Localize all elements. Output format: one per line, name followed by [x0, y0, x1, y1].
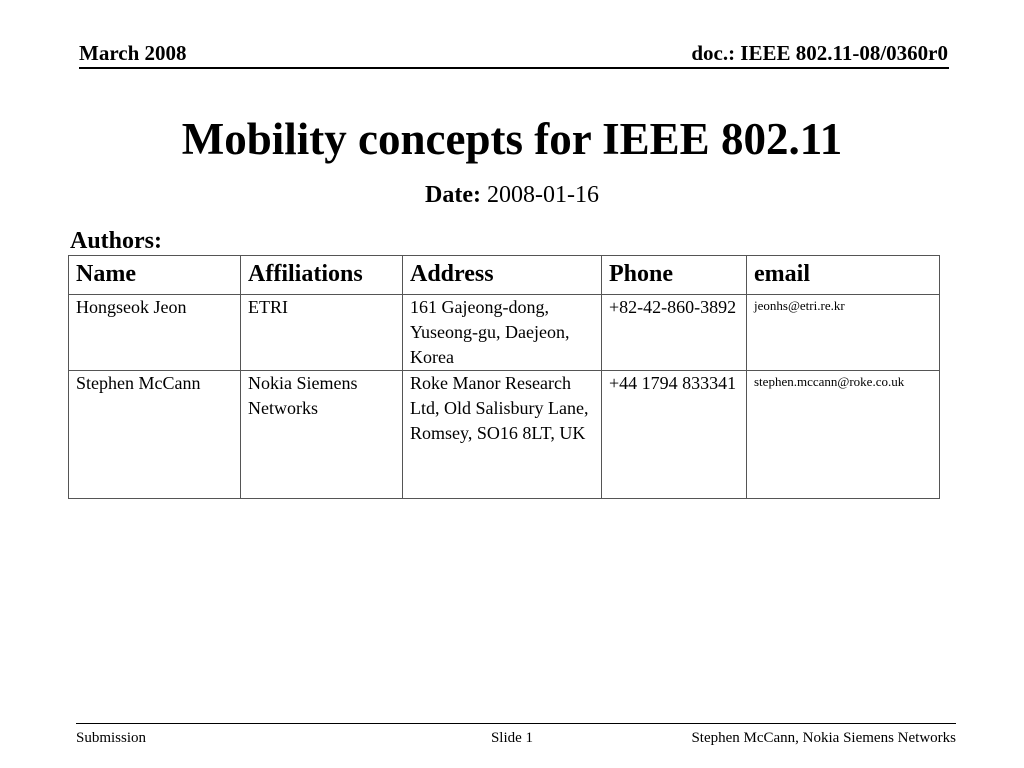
author-email: stephen.mccann@roke.co.uk	[747, 371, 940, 499]
authors-table	[68, 255, 940, 499]
header-divider	[79, 67, 949, 69]
table-row	[69, 371, 940, 499]
date-value: 2008-01-16	[486, 182, 599, 208]
author-address: Roke Manor Research Ltd, Old Salisbury Lane, Romsey, SO16 8LT, UK	[403, 371, 602, 499]
header-date: March 2008	[79, 41, 187, 65]
footer-submission: Submission	[76, 730, 147, 746]
author-phone: +82-42-860-3892	[602, 295, 747, 371]
author-email: jeonhs@etri.re.kr	[747, 295, 940, 371]
author-affiliation: Nokia Siemens Networks	[241, 371, 403, 499]
column-header-address: Address	[403, 256, 602, 295]
column-header-affiliations: Affiliations	[241, 256, 403, 295]
slide-title: Mobility concepts for IEEE 802.11	[181, 114, 843, 164]
table-header-row	[69, 256, 940, 295]
footer-divider	[76, 723, 956, 724]
author-address: 161 Gajeong-dong, Yuseong-gu, Daejeon, Korea	[403, 295, 602, 371]
column-header-phone: Phone	[602, 256, 747, 295]
column-header-email: email	[747, 256, 940, 295]
date-label: Date:	[425, 182, 481, 208]
author-name: Stephen McCann	[69, 371, 241, 499]
author-affiliation: ETRI	[241, 295, 403, 371]
footer-slide-number: Slide 1	[490, 730, 534, 746]
table-row	[69, 295, 940, 371]
header-doc-id: doc.: IEEE 802.11-08/0360r0	[691, 41, 948, 65]
authors-heading: Authors:	[70, 228, 163, 254]
author-name: Hongseok Jeon	[69, 295, 241, 371]
column-header-name: Name	[69, 256, 241, 295]
date-line	[0, 180, 1024, 210]
footer-author: Stephen McCann, Nokia Siemens Networks	[691, 730, 956, 746]
author-phone: +44 1794 833341	[602, 371, 747, 499]
